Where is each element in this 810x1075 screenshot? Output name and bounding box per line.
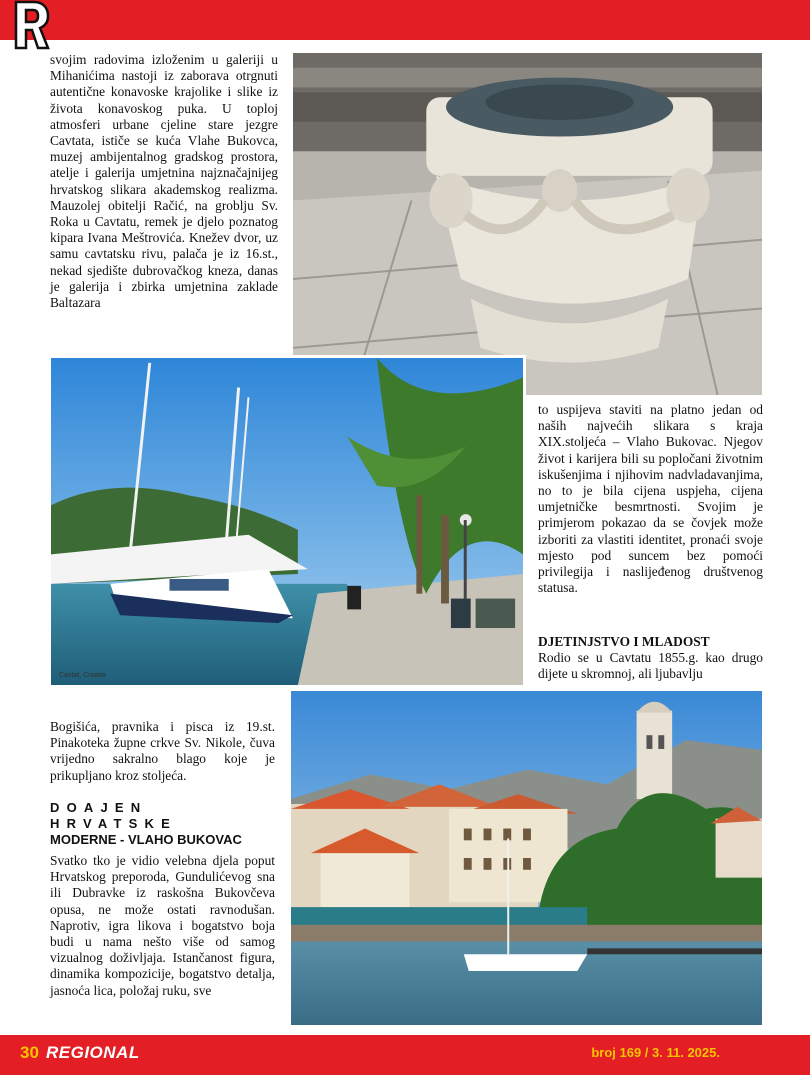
top-bar	[0, 0, 810, 40]
article-text-col1-top: svojim radovima izloženim u galeriji u Mihanićima nastoji iz zaborava otrgnuti autentične konavoske krajolike i slike iz života konavoskog puka. U toploj atmosferi urbane cjeline stare jezgre Cavtata, ističe se kuća Vlahe Bukovca, muzej ambijentalnog gradskog prostora, atelje i galerija umjetnina najznačajnijeg hrvatskog slikara akademskog realizma. Mauzolej obitelji Račić, na groblju Sv. Roka u Cavtatu, remek je djelo poznatog kipara Ivana Meštrovića. Knežev dvor, uz samu cavtatsku rivu, palača je iz 16.st., nekad sjedište dubrovačkog kneza, danas je galerija i zbirka umjetnina zaklade Baltazara	[50, 52, 278, 311]
sculpture-photo	[290, 50, 765, 398]
issue-info: broj 169 / 3. 11. 2025.	[591, 1045, 720, 1060]
section-heading-bukovac	[50, 800, 278, 848]
town-photo	[288, 688, 765, 1028]
section-heading-line2: MODERNE - VLAHO BUKOVAC	[50, 832, 242, 847]
harbor-photo	[48, 355, 526, 688]
brand-name: REGIONAL	[46, 1043, 140, 1062]
section-heading-childhood: DJETINJSTVO I MLADOST	[538, 634, 710, 649]
photo-credit: Cavtat, Croatia	[59, 672, 106, 679]
section-heading-line1: DOAJEN HRVATSKE	[50, 800, 177, 831]
regional-logo-icon	[12, 0, 50, 52]
article-text-col2-mid: to uspijeva staviti na platno jedan od naših najvećih slikara s kraja XIX.stoljeća – Vlaho Bukovac. Njegov život i karijera bili su popločani životnim iskušenjima i njihovim nadvladavanjima, no to je bila cijena uspjeha, cijena umjetničke besmrtnosti. Svojim je primjerom pokazao da se čovjek može izboriti za vlastiti identitet, pronaći svoje mjesto pod suncem bez pomoći privilegija i naslijeđenog društvenog statusa.	[538, 402, 763, 596]
page-number: 30	[20, 1043, 39, 1062]
article-text-col1-section: Svatko tko je vidio velebna djela poput Hrvatskog preporoda, Gundulićevog sna ili Dubravke iz raskošna Bukovčeva opusa, ne može ostati ravnodušan. Naprotiv, igra likova i bogatstvo boja budi u nama nešto više od samog vizualnog doživljaja. Istančanost figura, dinamika kompozicije, bogatstvo detalja, jasnoća lica, položaj ruku, sve	[50, 853, 275, 998]
article-text-col1-bottom: Bogišića, pravnika i pisca iz 19.st. Pinakoteka župne crkve Sv. Nikole, čuva vrijedno sakralno blago koje je prikupljano kroz stoljeća.	[50, 719, 275, 783]
article-text-col2-section: Rodio se u Cavtatu 1855.g. kao drugo dijete u skromnoj, ali ljubavlju	[538, 650, 763, 682]
